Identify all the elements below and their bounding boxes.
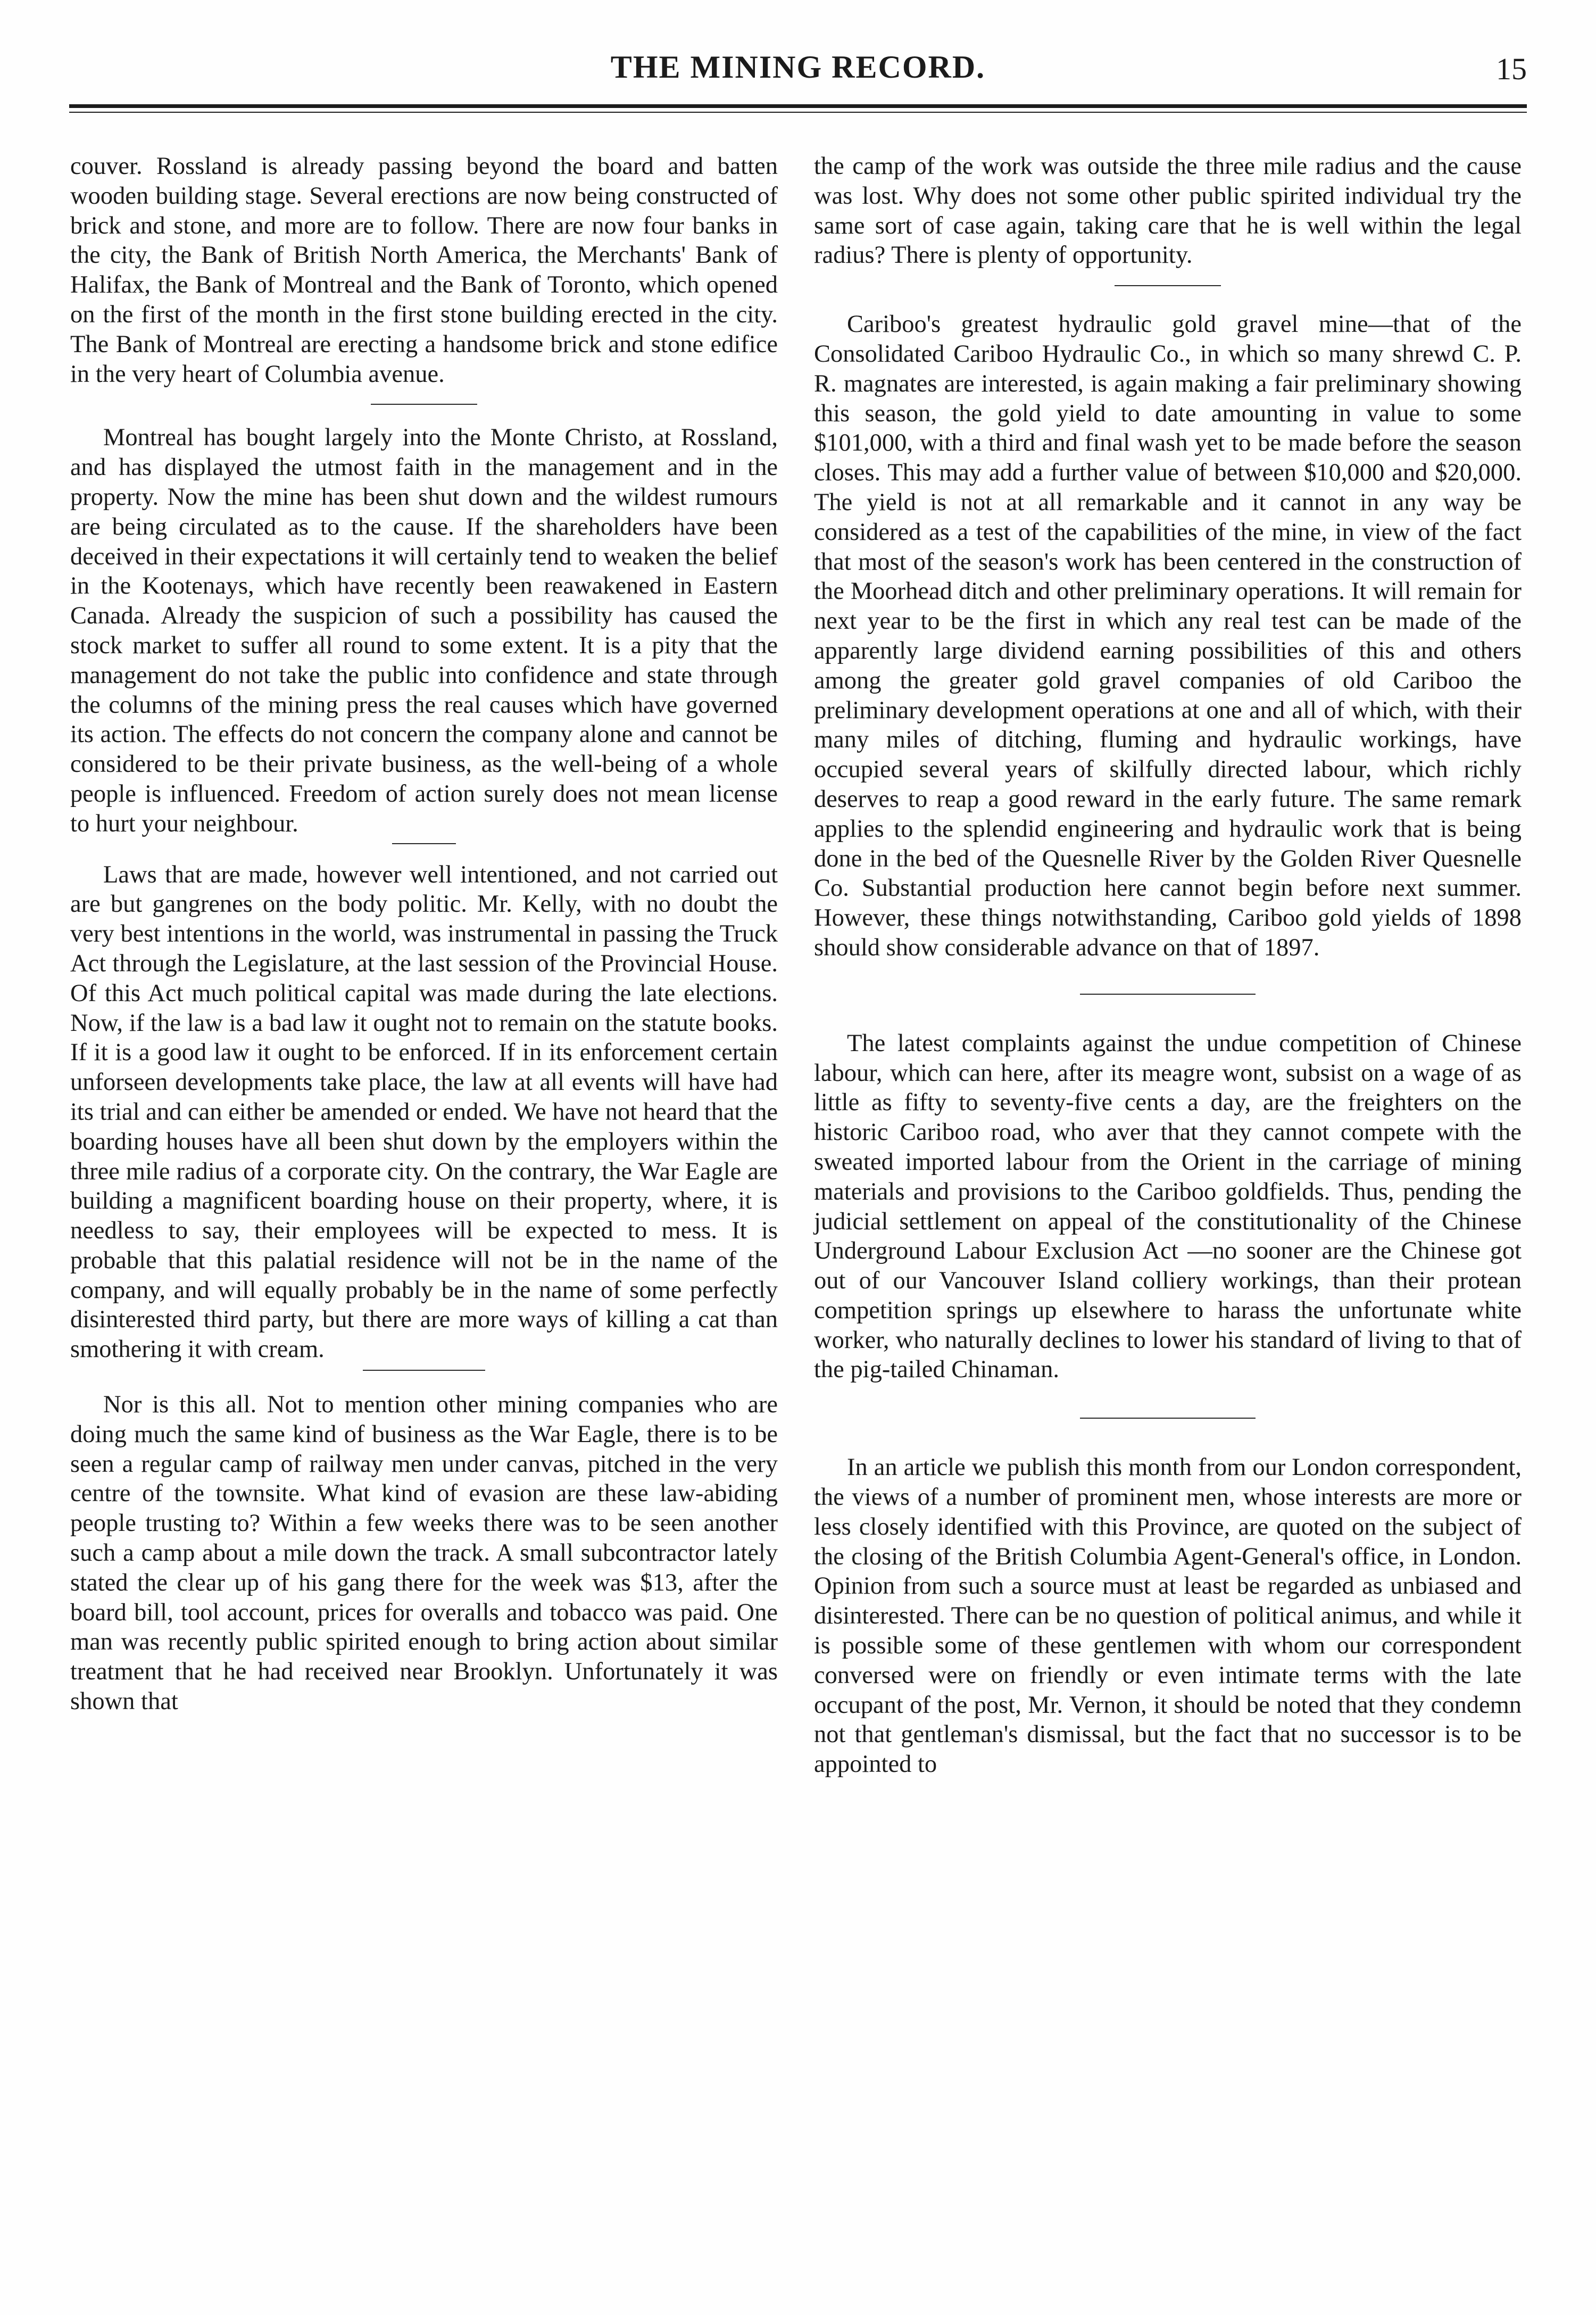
article-paragraph-railway-camp: Nor is this all. Not to mention other mining companies who are doing much the same kind of business as the War Eagle, there is to be seen a regular camp of railway men under canvas, pitched in the very centre of the townsite. What kind of evasion are these law-abiding people trusting to? Within a few weeks there was to be seen another such a camp about a mile down the track. A small subcontractor lately stated the clear up of his gang there for the week was $13, after the board bill, tool account, prices for overalls and tobacco was paid. One man was recently public spirited enough to bring action about similar treatment that he had received near Brooklyn. Unfortunately it was shown that	[70, 1391, 778, 1716]
right-column	[814, 152, 1522, 2290]
header-rule-thick	[69, 104, 1527, 108]
section-divider	[1115, 285, 1221, 286]
running-title: THE MINING RECORD.	[610, 49, 986, 85]
section-divider	[392, 843, 456, 844]
header-rule-thin	[69, 112, 1527, 113]
article-paragraph-cariboo-hydraulic: Cariboo's greatest hydraulic gold gravel mine—that of the Consolidated Cariboo Hydraulic Co., in which so many shrewd C. P. R. magnates are interested, is again making a fair preliminary showing this season, the gold yield to date amounting in value to some $101,000, with a third and final wash yet to be made before the season closes. This may add a further value of between $10,000 and $20,000. The yield is not at all remarkable and it cannot in any way be considered as a test of the capabilities of the mine, in view of the fact that most of the season's work has been centered in the construction of the Moorhead ditch and other preliminary operations. It will remain for next year to be the first in which any real test can be made of the apparently large dividend earning possibilities of this and others among the greater gold gravel companies of old Cariboo the preliminary development operations at one and all of which, with their many miles of ditching, fluming and hydraulic workings, have occupied several years of skilfully directed labour, which richly deserves to reap a good reward in the early future. The same remark applies to the splendid engineering and hydraulic work that is being done in the bed of the Quesnelle River by the Golden River Quesnelle Co. Substantial production here cannot begin before next summer. However, these things notwithstanding, Cariboo gold yields of 1898 should show considerable advance on that of 1897.	[814, 311, 1522, 961]
section-divider	[371, 404, 477, 405]
article-paragraph-truck-act: Laws that are made, however well intentioned, and not carried out are but gangrenes on the body politic. Mr. Kelly, with no doubt the very best intentions in the world, was instrumental in passing the Truck Act through the Legislature, at the last session of the Provincial House. Of this Act much political capital was made during the late elections. Now, if the law is a bad law it ought not to remain on the statute books. If it is a good law it ought to be enforced. If in its enforcement certain unforseen developments take place, the law at all events will have had its trial and can either be amended or ended. We have not heard that the boarding houses have all been shut down by the employers within the three mile radius of a corporate city. On the contrary, the War Eagle are building a magnificent boarding house on their property, where, it is needless to say, their employees will be expected to mess. It is probable that this palatial residence will not be in the name of the company, and will equally probably be in the name of some perfectly disinterested third party, but there are more ways of killing a cat than smothering it with cream.	[70, 861, 778, 1363]
article-paragraph-monte-christo: Montreal has bought largely into the Monte Christo, at Rossland, and has displayed the utmost faith in the management and in the property. Now the mine has been shut down and the wildest rumours are being circulated as to the cause. If the shareholders have been deceived in their expectations it will certainly tend to weaken the belief in the Kootenays, which have recently been reawakened in Eastern Canada. Already the suspicion of such a possibility has caused the stock market to suffer all round to some extent. It is a pity that the management do not take the public into confidence and state through the columns of the mining press the real causes which have governed its action. The effects do not concern the company alone and cannot be considered to be their private business, as the well-being of a whole people is influenced. Freedom of action surely does not mean license to hurt your neighbour.	[70, 424, 778, 837]
page-header	[69, 49, 1527, 91]
section-divider	[363, 1370, 485, 1371]
section-divider	[1080, 994, 1256, 995]
section-divider	[1080, 1418, 1256, 1419]
article-paragraph-chinese-labour: The latest complaints against the undue competition of Chinese labour, which can here, after its meagre wont, subsist on a wage of as little as fifty to seventy-five cents a day, are the freighters on the historic Cariboo road, who aver that they cannot compete with the sweated imported labour from the Orient in the carriage of mining materials and provisions to the Cariboo goldfields. Thus, pending the judicial settlement on appeal of the constitutionality of the Chinese Underground Labour Exclusion Act —no sooner are the Chinese got out of our Vancouver Island colliery workings, than their protean competition springs up elsewhere to harass the unfortunate white worker, who naturally declines to lower his standard of living to that of the pig-tailed Chinaman.	[814, 1029, 1522, 1384]
article-paragraph-rossland-banks: couver. Rossland is already passing beyond the board and batten wooden building stage. Several erections are now being constructed of brick and stone, and more are to follow. There are now four banks in the city, the Bank of British North America, the Merchants' Bank of Halifax, the Bank of Montreal and the Bank of Toronto, which opened on the first of the month in the first stone building erected in the city. The Bank of Montreal are erecting a handsome brick and stone edifice in the very heart of Columbia avenue.	[70, 153, 778, 388]
left-column	[70, 152, 778, 2290]
article-paragraph-agent-general: In an article we publish this month from our London correspondent, the views of a number of prominent men, whose interests are more or less closely identified with this Province, are quoted on the subject of the closing of the British Columbia Agent-General's office, in London. Opinion from such a source must at least be regarded as unbiased and disinterested. There can be no question of political animus, and while it is possible some of these gentlemen with whom our correspondent conversed were on friendly or even intimate terms with the late occupant of the post, Mr. Vernon, it should be noted that they condemn not that gentleman's dismissal, but the fact that no successor is to be appointed to	[814, 1454, 1522, 1778]
article-paragraph-legal-radius: the camp of the work was outside the three mile radius and the cause was lost. Why does not some other public spirited individual try the same sort of case again, taking care that he is well within the legal radius? There is plenty of opportunity.	[814, 153, 1522, 269]
page-number: 15	[1496, 52, 1527, 86]
